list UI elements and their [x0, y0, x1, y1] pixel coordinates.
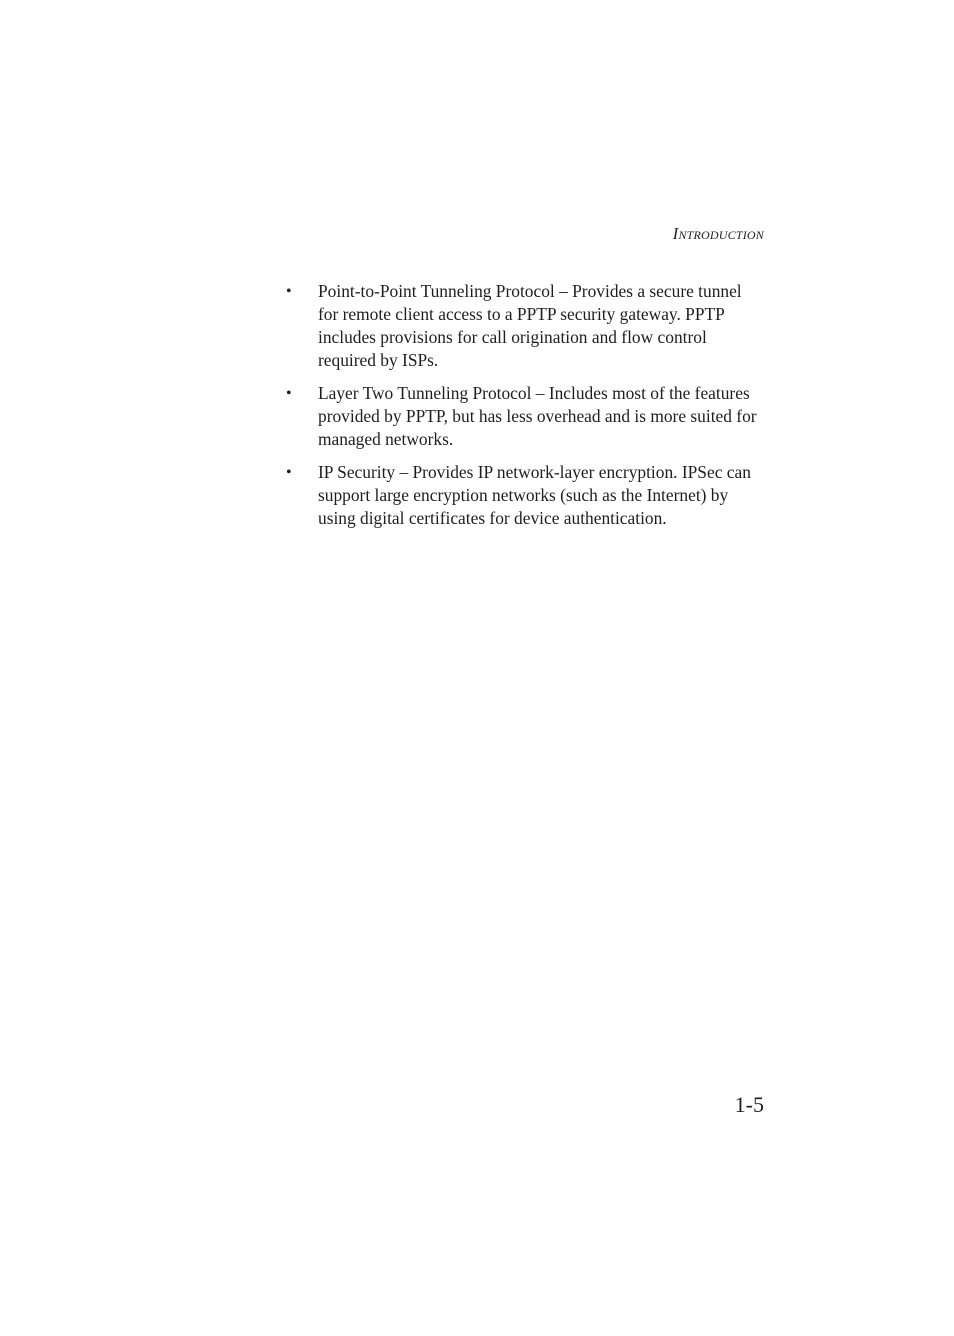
page-number: 1-5 — [734, 1092, 764, 1117]
bullet-text: IP Security – Provides IP network-layer encryption. IPSec can support large encryption networks (such as the Internet) by using digital certificates for device authentication. — [318, 462, 751, 528]
bullet-list — [286, 280, 766, 540]
bullet-marker: • — [286, 385, 292, 402]
bullet-text: Layer Two Tunneling Protocol – Includes most of the features provided by PPTP, but has less overhead and is more suited for managed networks. — [318, 383, 757, 449]
bullet-item-l2tp — [286, 382, 766, 451]
running-header: Introduction — [672, 224, 764, 243]
bullet-text: Point-to-Point Tunneling Protocol – Provides a secure tunnel for remote client access to a PPTP security gateway. PPTP includes provisions for call origination and flow control required by ISPs. — [318, 281, 742, 370]
bullet-item-ipsec — [286, 461, 766, 530]
bullet-marker: • — [286, 283, 292, 300]
bullet-marker: • — [286, 464, 292, 481]
bullet-item-pptp — [286, 280, 766, 372]
